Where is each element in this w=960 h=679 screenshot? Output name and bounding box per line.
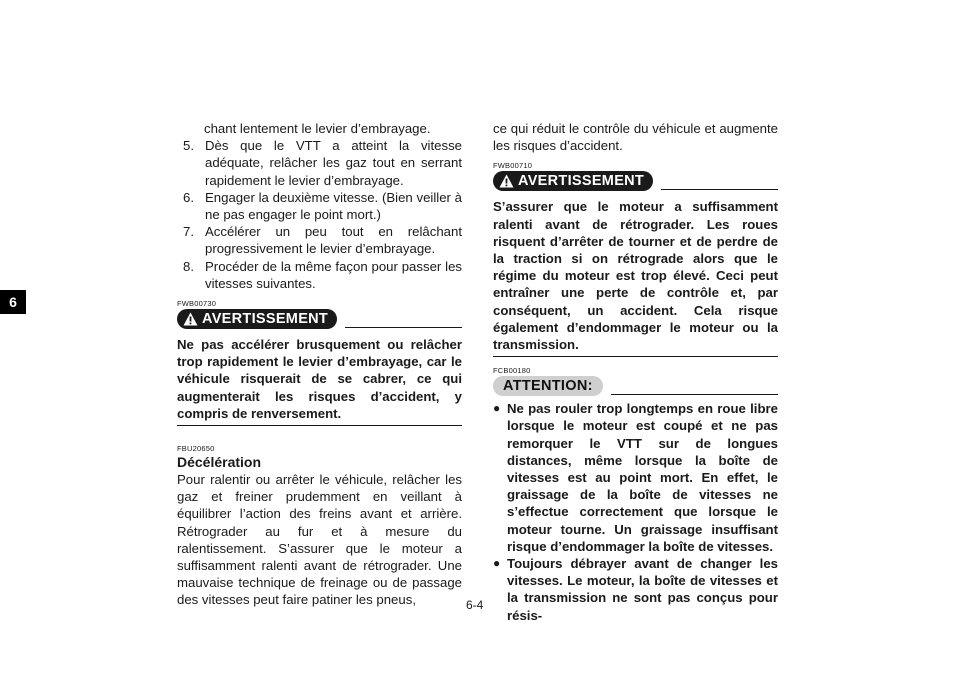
warning-code: FWB00710 — [493, 161, 533, 171]
section-text: Pour ralentir ou arrêter le véhicule, relâcher les gaz et freiner prudemment en veillant à équilibrer l’action des freins avant et arrière. Rétrograder au fur et à mesure du ralentissement. S’assurer que le moteur a suffisamment ralenti avant de rétrograder. Une mauvaise technique de freinage ou de passage des vitesses peut faire patiner les pneus, — [177, 472, 462, 608]
warning-triangle-icon — [499, 174, 514, 188]
warning-header — [177, 309, 462, 329]
chapter-tab: 6 — [0, 290, 26, 314]
step-text: Dès que le VTT a atteint la vitesse adéquate, relâcher les gaz tout en serrant rapidement le levier d’embrayage. — [205, 138, 462, 188]
warning-triangle-icon — [183, 312, 198, 326]
bullet-dot-icon: ● — [493, 556, 501, 571]
steps-list — [177, 137, 462, 292]
bullet-dot-icon: ● — [493, 401, 501, 416]
list-item — [493, 400, 778, 555]
attention-header — [493, 376, 778, 396]
page-number: 6-4 — [466, 598, 484, 612]
warning-code: FWB00730 — [177, 299, 217, 309]
warning-badge — [493, 171, 653, 191]
right-column — [493, 120, 778, 624]
step-number: 6. — [183, 189, 194, 205]
divider — [661, 189, 778, 190]
divider — [177, 425, 462, 426]
warning-text: Ne pas accélérer brusquement ou relâcher trop rapidement le levier d’embrayage, car le véhicule risquerait de se cabrer, ce qui augmenterait les risques d’accident, y compris de renversement. — [177, 337, 462, 421]
step-number: 5. — [183, 138, 194, 154]
step-text: Engager la deuxième vitesse. (Bien veiller à ne pas engager le point mort.) — [205, 189, 462, 223]
step-text: Procéder de la même façon pour passer les vitesses suivantes. — [205, 258, 462, 291]
warning-text: S’assurer que le moteur a suffisamment ralenti avant de rétrograder. Les roues risquent d’arrêter de tourner et de perdre de la traction si on rétrograde alors que le régime du moteur est trop élevé. Ceci peut entraîner une perte de contrôle et, par conséquent, un accident. Cela risque également d’endommager le moteur ou la transmission. — [493, 199, 778, 353]
warning-label: AVERTISSEMENT — [202, 311, 329, 328]
section-code: FBU20650 — [177, 444, 215, 454]
attention-badge: ATTENTION: — [493, 376, 603, 396]
bullet-text: Toujours débrayer avant de changer les vitesses. Le moteur, la boîte de vitesses et la transmission ne sont pas conçus pour résis- — [507, 556, 778, 623]
section-title: Décélération — [177, 454, 262, 471]
step-number: 7. — [183, 224, 194, 240]
list-item — [493, 555, 778, 624]
warning-label: AVERTISSEMENT — [518, 173, 645, 190]
divider — [493, 356, 778, 357]
list-item — [177, 258, 462, 292]
list-item — [177, 137, 462, 189]
divider — [345, 327, 462, 328]
warning-badge — [177, 309, 337, 329]
left-column — [177, 120, 462, 609]
paragraph-continuation: ce qui réduit le contrôle du véhicule et augmente les risques d’accident. — [493, 121, 778, 154]
list-item — [177, 223, 462, 257]
step-continuation: chant lentement le levier d’embrayage. — [204, 121, 431, 136]
step-text: Accélérer un peu tout en relâchant progressivement le levier d’embrayage. — [205, 224, 462, 257]
step-number: 8. — [183, 258, 194, 274]
attention-code: FCB00180 — [493, 366, 531, 376]
divider — [611, 394, 778, 395]
warning-header — [493, 171, 778, 191]
attention-bullets — [493, 400, 778, 624]
bullet-text: Ne pas rouler trop longtemps en roue libre lorsque le moteur est coupé et ne pas remorquer le VTT sur de longues distances, même lorsque la boîte de vitesses est au point mort. En effet, le graissage de la boîte de vitesses ne s’effectue correctement que lorsque le moteur tourne. Un graissage insuffisant risque d’endommager la boîte de vitesses. — [507, 401, 778, 554]
list-item — [177, 189, 462, 223]
